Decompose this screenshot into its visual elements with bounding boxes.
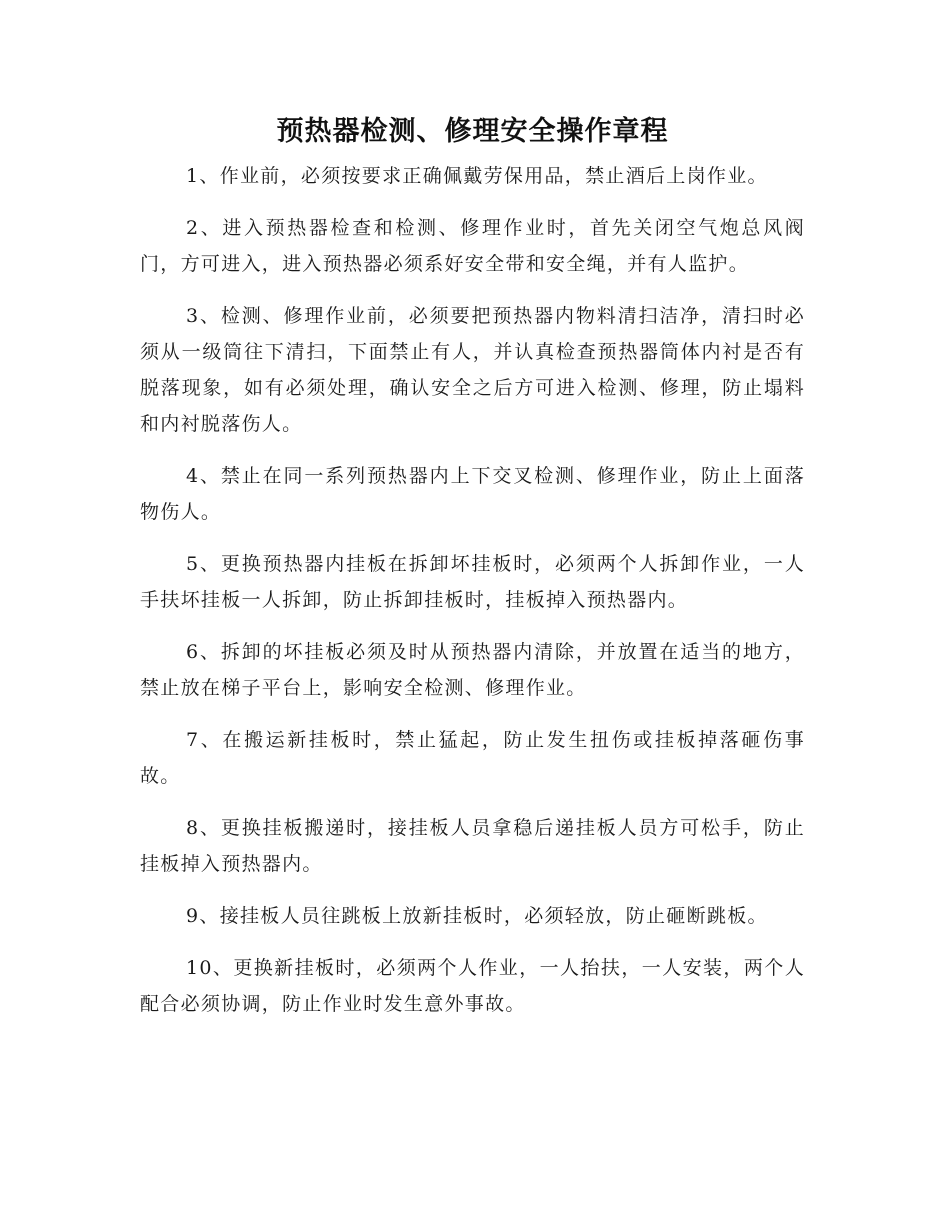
document-page	[140, 0, 805, 1038]
paragraph-10: 10、更换新挂板时，必须两个人作业，一人抬扶，一人安装，两个人配合必须协调，防止作业时发生意外事故。	[140, 957, 805, 1015]
paragraph-2: 2、进入预热器检查和检测、修理作业时，首先关闭空气炮总风阀门，方可进入，进入预热器必须系好安全带和安全绳，并有人监护。	[140, 217, 805, 275]
paragraph-3: 3、检测、修理作业前，必须要把预热器内物料清扫洁净，清扫时必须从一级筒往下清扫，下面禁止有人，并认真检查预热器筒体内衬是否有脱落现象，如有必须处理，确认安全之后方可进入检测、修理，防止塌料和内衬脱落伤人。	[140, 305, 805, 435]
paragraph-9: 9、接挂板人员往跳板上放新挂板时，必须轻放，防止砸断跳板。	[186, 905, 768, 927]
paragraph-8: 8、更换挂板搬递时，接挂板人员拿稳后递挂板人员方可松手，防止挂板掉入预热器内。	[140, 817, 805, 875]
document-title: 预热器检测、修理安全操作章程	[276, 116, 669, 147]
document-body	[140, 158, 805, 1022]
paragraph-4: 4、禁止在同一系列预热器内上下交叉检测、修理作业，防止上面落物伤人。	[140, 465, 805, 523]
paragraph-5: 5、更换预热器内挂板在拆卸坏挂板时，必须两个人拆卸作业，一人手扶坏挂板一人拆卸，防止拆卸挂板时，挂板掉入预热器内。	[140, 553, 805, 611]
paragraph-1: 1、作业前，必须按要求正确佩戴劳保用品，禁止酒后上岗作业。	[186, 165, 768, 187]
paragraph-6: 6、拆卸的坏挂板必须及时从预热器内清除，并放置在适当的地方，禁止放在梯子平台上，影响安全检测、修理作业。	[140, 641, 805, 699]
paragraph-7: 7、在搬运新挂板时，禁止猛起，防止发生扭伤或挂板掉落砸伤事故。	[140, 729, 805, 787]
